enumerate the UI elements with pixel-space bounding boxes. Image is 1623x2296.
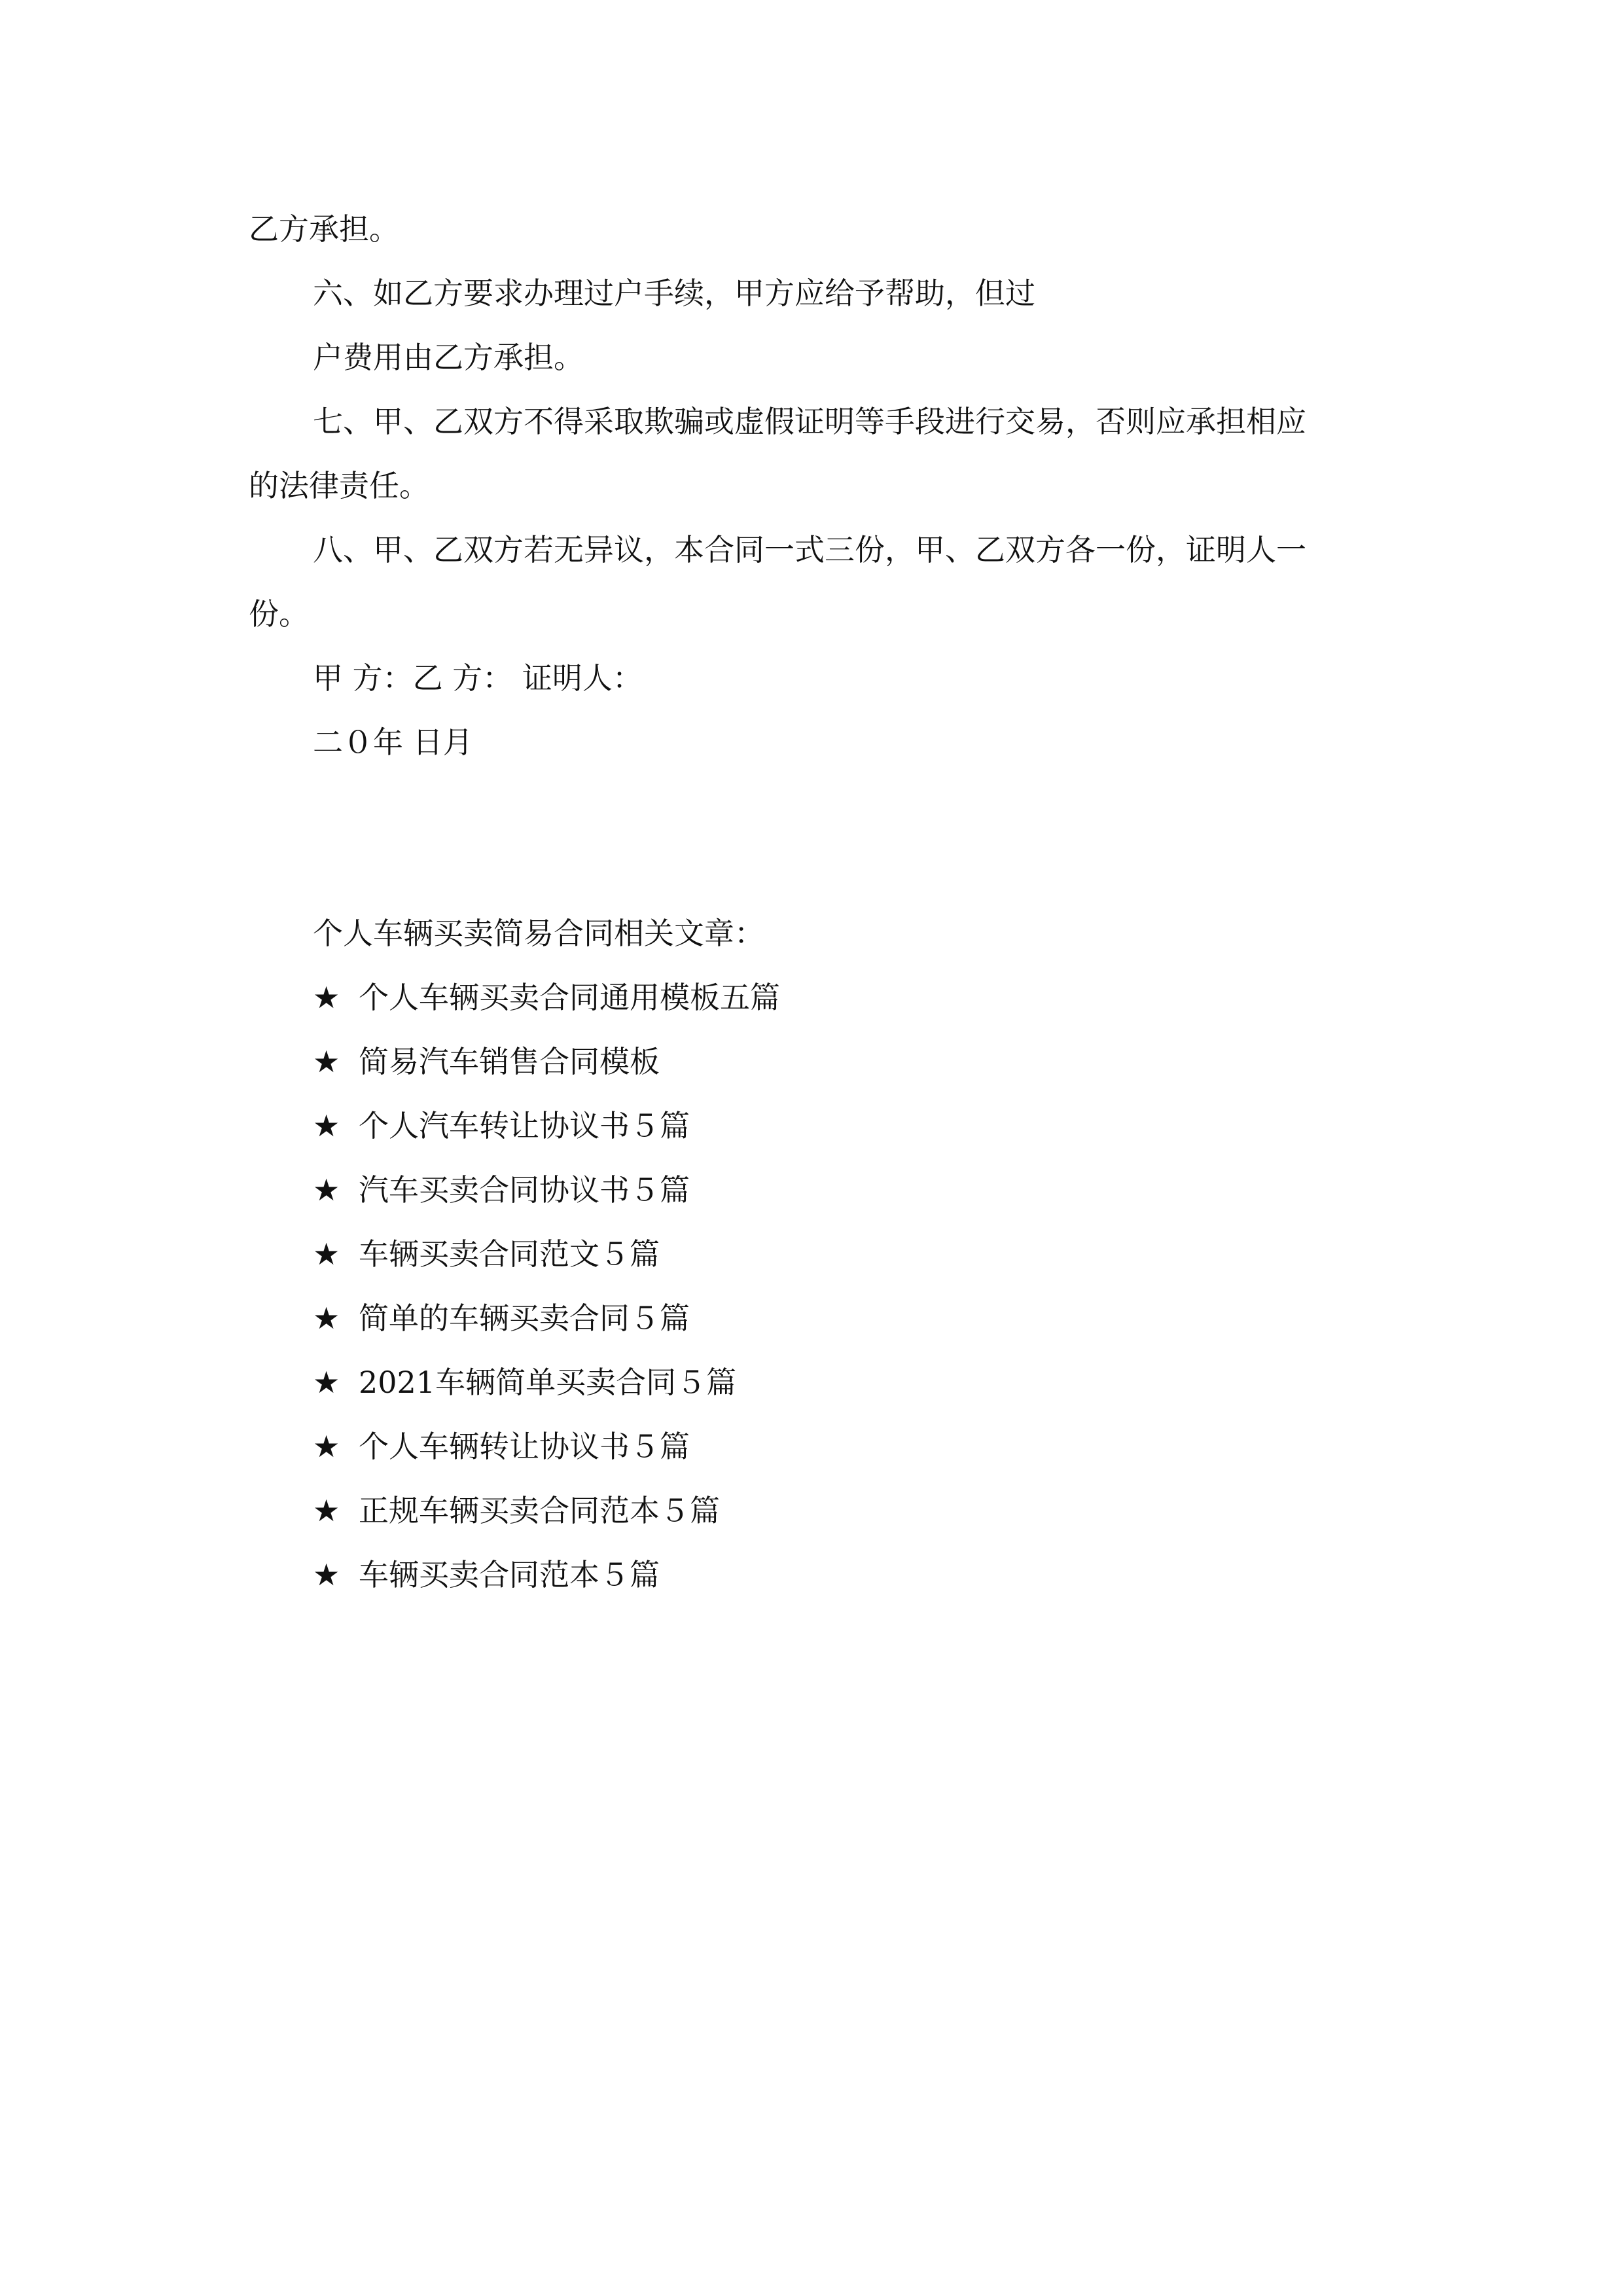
star-icon: ★ — [313, 1493, 340, 1528]
star-icon: ★ — [313, 1236, 340, 1272]
related-article-link[interactable] — [313, 1042, 660, 1081]
related-article-label: 正规车辆买卖合同范本５篇 — [359, 1493, 720, 1528]
related-article-label: 汽车买卖合同协议书５篇 — [359, 1172, 690, 1208]
related-article-link[interactable] — [313, 1427, 690, 1466]
related-article-link[interactable] — [313, 1170, 690, 1210]
related-article-label: 2021车辆简单买卖合同５篇 — [359, 1365, 737, 1400]
related-article-link[interactable] — [313, 978, 780, 1017]
related-article-label: 个人汽车转让协议书５篇 — [359, 1108, 690, 1143]
star-icon: ★ — [313, 1108, 340, 1143]
clause-eight-cont: 份。 — [249, 596, 309, 632]
related-article-label: 简单的车辆买卖合同５篇 — [359, 1300, 690, 1336]
related-article-label: 简易汽车销售合同模板 — [359, 1044, 660, 1079]
related-articles-title: 个人车辆买卖简易合同相关文章： — [313, 916, 764, 951]
related-article-link[interactable] — [313, 1555, 660, 1594]
related-article-link[interactable] — [313, 1491, 720, 1530]
date-line: 二０年 日月 — [313, 725, 473, 760]
star-icon: ★ — [313, 1172, 340, 1208]
clause-eight: 八、甲、乙双方若无异议，本合同一式三份，甲、乙双方各一份，证明人一 — [313, 532, 1306, 567]
related-article-label: 车辆买卖合同范文５篇 — [359, 1236, 660, 1272]
related-article-label: 车辆买卖合同范本５篇 — [359, 1557, 660, 1592]
related-article-link[interactable] — [313, 1234, 660, 1274]
related-article-label: 个人车辆转让协议书５篇 — [359, 1429, 690, 1464]
clause-seven: 七、甲、乙双方不得采取欺骗或虚假证明等手段进行交易，否则应承担相应 — [313, 404, 1306, 439]
star-icon: ★ — [313, 980, 340, 1015]
star-icon: ★ — [313, 1300, 340, 1336]
clause-six-cont: 户费用由乙方承担。 — [313, 340, 584, 375]
related-article-link[interactable] — [313, 1363, 736, 1402]
clause-six: 六、如乙方要求办理过户手续，甲方应给予帮助，但过 — [313, 276, 1035, 311]
paragraph-line: 乙方承担。 — [249, 211, 399, 247]
star-icon: ★ — [313, 1557, 340, 1592]
star-icon: ★ — [313, 1429, 340, 1464]
star-icon: ★ — [313, 1044, 340, 1079]
related-article-label: 个人车辆买卖合同通用模板五篇 — [359, 980, 780, 1015]
related-article-link[interactable] — [313, 1299, 690, 1338]
related-article-link[interactable] — [313, 1106, 690, 1145]
signature-line: 甲 方：乙 方： 证明人： — [313, 660, 643, 696]
clause-seven-cont: 的法律责任。 — [249, 468, 429, 503]
star-icon: ★ — [313, 1365, 340, 1400]
